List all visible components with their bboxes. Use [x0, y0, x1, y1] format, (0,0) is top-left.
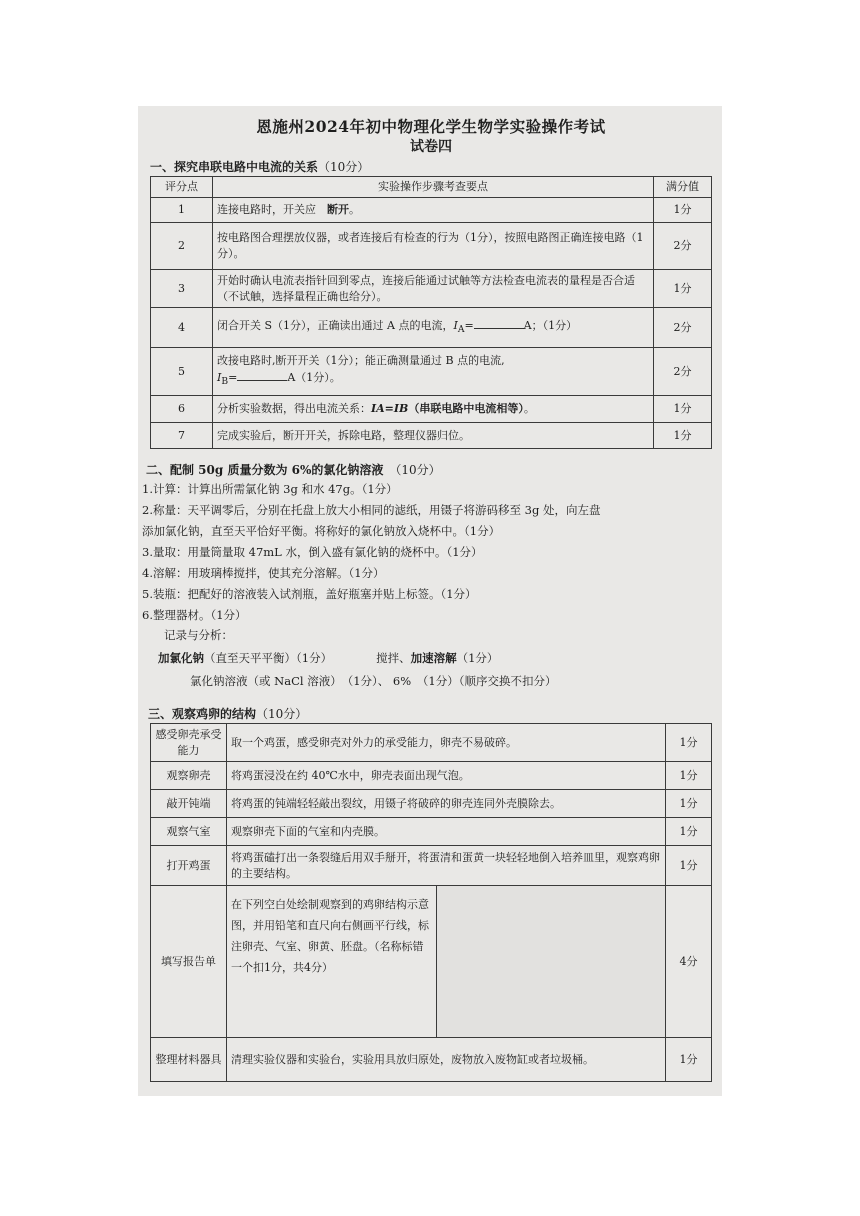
record-answer: 加氯化钠 — [158, 651, 204, 665]
row-text — [213, 396, 654, 423]
row-text: 将鸡蛋的钝端轻轻敲出裂纹，用镊子将破碎的卵壳连同外壳膜除去。 — [227, 790, 666, 818]
section2-steps — [142, 479, 712, 626]
row-number: 1 — [151, 198, 213, 223]
row-text: 观察卵壳下面的气室和内壳膜。 — [227, 818, 666, 846]
step-line: 3.量取：用量筒量取 47mL 水，倒入盛有氯化钠的烧杯中。（1分） — [142, 545, 483, 559]
step-line: 4.溶解：用玻璃棒搅拌，使其充分溶解。（1分） — [142, 566, 385, 580]
current-subscript: A — [457, 324, 465, 336]
row-text — [213, 308, 654, 348]
row-text-part: A（1分）。 — [287, 370, 341, 384]
current-symbol: I — [453, 318, 458, 332]
table-row — [151, 886, 712, 1038]
row-score: 1分 — [666, 1038, 712, 1082]
current-subscript: B — [221, 376, 229, 388]
row-number: 4 — [151, 308, 213, 348]
row-item: 感受卵壳承受能力 — [151, 724, 227, 762]
section3-score: （10分） — [256, 707, 308, 721]
row-text-part: 分析实验数据，得出电流关系： — [217, 402, 371, 415]
current-symbol: I — [217, 370, 222, 384]
record-line-2: 氯化钠溶液（或 NaCl 溶液） （1分）、 6% （1分）（顺序交换不扣分） — [190, 674, 557, 688]
table-row — [151, 818, 712, 846]
row-score: 1分 — [666, 846, 712, 886]
row-item: 填写报告单 — [151, 886, 227, 1038]
row-text: 取一个鸡蛋，感受卵壳对外力的承受能力，卵壳不易破碎。 — [227, 724, 666, 762]
row-item: 敲开钝端 — [151, 790, 227, 818]
row-score: 2分 — [654, 308, 712, 348]
table-row — [151, 223, 712, 270]
section2-score: （10分） — [395, 463, 441, 477]
row-answer: （串联电路中电流相等） — [408, 402, 524, 415]
table-row — [151, 308, 712, 348]
row-text-part: A；（1分） — [523, 318, 578, 332]
table-row — [151, 724, 712, 762]
row-score: 2分 — [654, 223, 712, 270]
row-item: 观察卵壳 — [151, 762, 227, 790]
row-score: 1分 — [666, 818, 712, 846]
table-row — [151, 270, 712, 308]
table-header-row — [151, 177, 712, 198]
row-score: 1分 — [666, 790, 712, 818]
header-score: 满分值 — [654, 177, 712, 198]
row-text-tail: 。 — [349, 203, 360, 216]
record-text: 搅拌、 — [376, 651, 411, 665]
answer-blank — [237, 369, 287, 381]
row-score: 1分 — [666, 724, 712, 762]
row-text — [213, 198, 654, 223]
table-row — [151, 198, 712, 223]
record-answer: 加速溶解 — [410, 651, 457, 665]
row-text-part: 闭合开关 S（1分），正确读出通过 A 点的电流， — [217, 318, 454, 332]
row-text — [213, 348, 654, 396]
section1-title: 一、探究串联电路中电流的关系 — [150, 160, 319, 174]
row-text-part: = — [228, 370, 238, 384]
row-item: 打开鸡蛋 — [151, 846, 227, 886]
section3-title: 三、观察鸡卵的结构 — [148, 707, 257, 721]
row-score: 1分 — [654, 396, 712, 423]
table-row — [151, 846, 712, 886]
row-text: 将鸡蛋浸没在约 40℃水中，卵壳表面出现气泡。 — [227, 762, 666, 790]
row-score: 1分 — [654, 270, 712, 308]
section1-table — [150, 176, 712, 449]
row-text: 按电路图合理摆放仪器，或者连接后有检查的行为（1分），按照电路图正确连接电路（1分）。 — [213, 223, 654, 270]
section1-heading — [150, 158, 712, 176]
section3-table — [150, 723, 712, 1082]
answer-blank — [474, 317, 524, 329]
record-analysis — [150, 624, 712, 693]
row-item: 整理材料器具 — [151, 1038, 227, 1082]
exam-title: 恩施州2024年初中物理化学生物学实验操作考试 — [256, 117, 606, 136]
row-text-part: 连接电路时，开关应 — [217, 203, 316, 216]
row-text: 在下列空白处绘制观察到的鸡卵结构示意图，并用铅笔和直尺向右侧画平行线，标注卵壳、气室、卵黄、胚盘。（名称标错一个扣1分，共4分） — [227, 886, 437, 1038]
step-line: 2.称量：天平调零后，分别在托盘上放大小相同的滤纸，用镊子将游码移至 3g 处，向左盘 — [142, 503, 601, 517]
table-row — [151, 1038, 712, 1082]
table-row — [151, 423, 712, 449]
record-line-1 — [150, 647, 712, 670]
record-label: 记录与分析： — [164, 628, 233, 642]
row-text-tail: 。 — [523, 402, 535, 415]
row-text: 完成实验后，断开开关，拆除电路，整理仪器归位。 — [213, 423, 654, 449]
table-row — [151, 762, 712, 790]
exam-paper — [138, 106, 722, 1096]
row-score: 1分 — [654, 423, 712, 449]
row-text: 清理实验仪器和实验台，实验用具放归原处，废物放入废物缸或者垃圾桶。 — [227, 1038, 666, 1082]
record-text: （1分） — [456, 651, 499, 665]
row-number: 5 — [151, 348, 213, 396]
header-point: 评分点 — [151, 177, 213, 198]
step-line: 添加氯化钠，直至天平恰好平衡。将称好的氯化钠放入烧杯中。（1分） — [142, 524, 501, 538]
row-score: 1分 — [666, 762, 712, 790]
row-score: 1分 — [654, 198, 712, 223]
section2-title: 二、配制 50g 质量分数为 6%的氯化钠溶液 — [146, 463, 384, 477]
table-row — [151, 790, 712, 818]
row-text-part: 改接电路时,断开开关（1分）；能正确测量通过 B 点的电流, — [217, 353, 505, 367]
row-number: 3 — [151, 270, 213, 308]
row-score: 2分 — [654, 348, 712, 396]
record-text: （直至天平平衡）（1分） — [204, 651, 333, 665]
drawing-area[interactable] — [437, 886, 666, 1038]
row-text: 开始时确认电流表指针回到零点，连接后能通过试触等方法检查电流表的量程是否合适（不试触，选择量程正确也给分）。 — [213, 270, 654, 308]
header-steps: 实验操作步骤考查要点 — [213, 177, 654, 198]
table-row — [151, 396, 712, 423]
section1-score: （10分） — [318, 160, 370, 174]
row-item: 观察气室 — [151, 818, 227, 846]
section3-heading — [148, 705, 712, 723]
row-score: 4分 — [666, 886, 712, 1038]
table-row — [151, 348, 712, 396]
row-answer: 断开 — [327, 203, 349, 216]
section2-heading — [146, 461, 712, 479]
row-number: 2 — [151, 223, 213, 270]
row-number: 6 — [151, 396, 213, 423]
row-number: 7 — [151, 423, 213, 449]
step-line: 6.整理器材。（1分） — [142, 608, 247, 622]
row-text-part: = — [464, 318, 474, 332]
step-line: 1.计算：计算出所需氯化钠 3g 和水 47g。（1分） — [142, 482, 398, 496]
step-line: 5.装瓶：把配好的溶液装入试剂瓶，盖好瓶塞并贴上标签。（1分） — [142, 587, 477, 601]
row-text: 将鸡蛋磕打出一条裂缝后用双手掰开，将蛋清和蛋黄一块轻轻地倒入培养皿里，观察鸡卵的主要结构。 — [227, 846, 666, 886]
exam-subtitle: 试卷四 — [410, 139, 452, 155]
current-relation: IA=IB — [371, 402, 409, 415]
